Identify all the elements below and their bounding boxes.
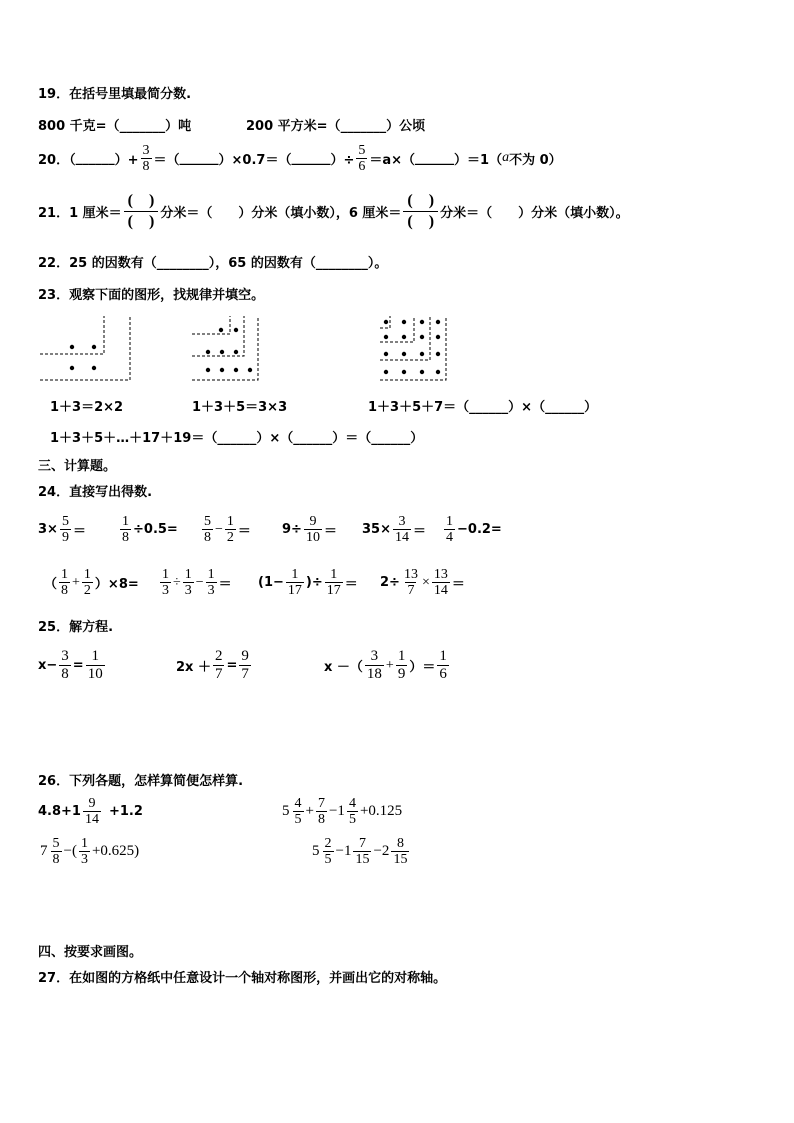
q24-item-6: $\frac{1}{4}$ −0.2=	[446, 514, 502, 545]
pattern-figure-3-dots	[384, 320, 440, 374]
q23-eq4: 1＋3＋5＋…＋17＋19＝（______）×（______）＝（______）	[50, 431, 424, 446]
section-4-title: 四、按要求画图。	[38, 945, 143, 960]
q24-title: 24．直接写出得数.	[38, 485, 153, 500]
fraction-blank[interactable]: $\frac{( )}{( )}$	[403, 191, 438, 232]
q26-expression-4: 5 $\frac{2}{5}$ −1 $\frac{7}{15}$ −2 $\frac{8}{15}$	[312, 836, 408, 867]
q25-equation-2: 2x ＋ $\frac{2}{7}$ = $\frac{9}{7}$	[176, 648, 249, 682]
q24-item-1: 3× $\frac{5}{9}$ ＝	[38, 514, 86, 545]
answer-blank[interactable]: ______	[179, 150, 219, 166]
section-3-title: 三、计算题。	[38, 459, 117, 474]
q24-item-4: 9÷ $\frac{9}{10}$ ＝	[282, 514, 337, 545]
dot-pattern-figures	[36, 312, 476, 384]
answer-blank[interactable]: _______	[340, 119, 387, 134]
q23-eq2: 1＋3＋5＝3×3	[192, 400, 288, 415]
q26-expression-3: 7 $\frac{5}{8}$ −( $\frac{1}{3}$ +0.625)	[40, 836, 140, 867]
answer-blank[interactable]: ______	[415, 150, 455, 166]
q25-title: 25．解方程.	[38, 620, 114, 635]
fraction: $\frac{3}{8}$	[142, 142, 150, 174]
q23-eq1: 1＋3＝2×2	[50, 400, 124, 415]
q27-title: 27．在如图的方格纸中任意设计一个轴对称图形，并画出它的对称轴。	[38, 971, 447, 986]
pattern-figure-1	[40, 316, 130, 380]
q23-eq3: 1＋3＋5＋7＝（______）×（______）	[368, 400, 598, 415]
fraction-blank[interactable]: $\frac{( )}{( )}$	[124, 191, 159, 232]
answer-blank[interactable]: ______	[75, 150, 115, 166]
q26-title: 26．下列各题，怎样算简便怎样算.	[38, 774, 244, 789]
q24-item-5: 35× $\frac{3}{14}$ ＝	[362, 514, 426, 545]
q24-item-7: （ $\frac{1}{8}$ + $\frac{1}{2}$ ）×8=	[44, 567, 139, 598]
q25-equation-3: x －（ $\frac{3}{18}$ + $\frac{1}{9}$ ）＝ $\frac{1}{6}$	[324, 648, 447, 682]
q19-part-b: 200 平方米=（_______）公顷	[246, 119, 426, 134]
q24-item-8: $\frac{1}{3}$ ÷ $\frac{1}{3}$ − $\frac{1}{3}$ ＝	[162, 567, 232, 598]
q19-part-a: 800 千克=（_______）吨	[38, 119, 192, 134]
q19-title: 19．在括号里填最简分数.	[38, 87, 192, 102]
q24-item-3: $\frac{5}{8}$ − $\frac{1}{2}$ ＝	[204, 514, 251, 545]
q24-item-2: $\frac{1}{8}$ ÷0.5=	[122, 514, 178, 545]
answer-blank[interactable]: ______	[291, 150, 331, 166]
q25-equation-1: x− $\frac{3}{8}$ = $\frac{1}{10}$	[38, 648, 103, 682]
q22-line: 22．25 的因数有（________），65 的因数有（________）。	[38, 256, 388, 271]
q20-line: 20．（ ______ ）+ $\frac{3}{8}$ ＝（ ______ ）×0.7＝（ ______ ）÷ $\frac{5}{6}$ ＝a×（ ______ ）＝1（ a 不为 0）	[38, 142, 562, 174]
pattern-figure-3	[380, 316, 446, 380]
pattern-figure-1-dots	[70, 345, 96, 370]
q24-item-9: (1− $\frac{1}{17}$ )÷ $\frac{1}{17}$ ＝	[258, 567, 358, 598]
q26-expression-2: 5 $\frac{4}{5}$ + $\frac{7}{8}$ −1 $\frac{4}{5}$ +0.125	[282, 796, 403, 827]
answer-blank[interactable]: _______	[119, 119, 166, 134]
q23-title: 23．观察下面的图形，找规律并填空。	[38, 288, 265, 303]
q26-expression-1: 4.8+1 $\frac{9}{14}$ +1.2	[38, 796, 143, 827]
fraction: $\frac{5}{6}$	[358, 142, 366, 174]
q21-line: 21．1 厘米＝ $\frac{( )}{( )}$ 分米＝（ ）分米（填小数），6 厘米＝ $\frac{( )}{( )}$ 分米＝（ ）分米（填小数）。	[38, 191, 629, 230]
q24-item-10: 2÷ $\frac{13}{7}$ × $\frac{13}{14}$ ＝	[380, 567, 465, 598]
